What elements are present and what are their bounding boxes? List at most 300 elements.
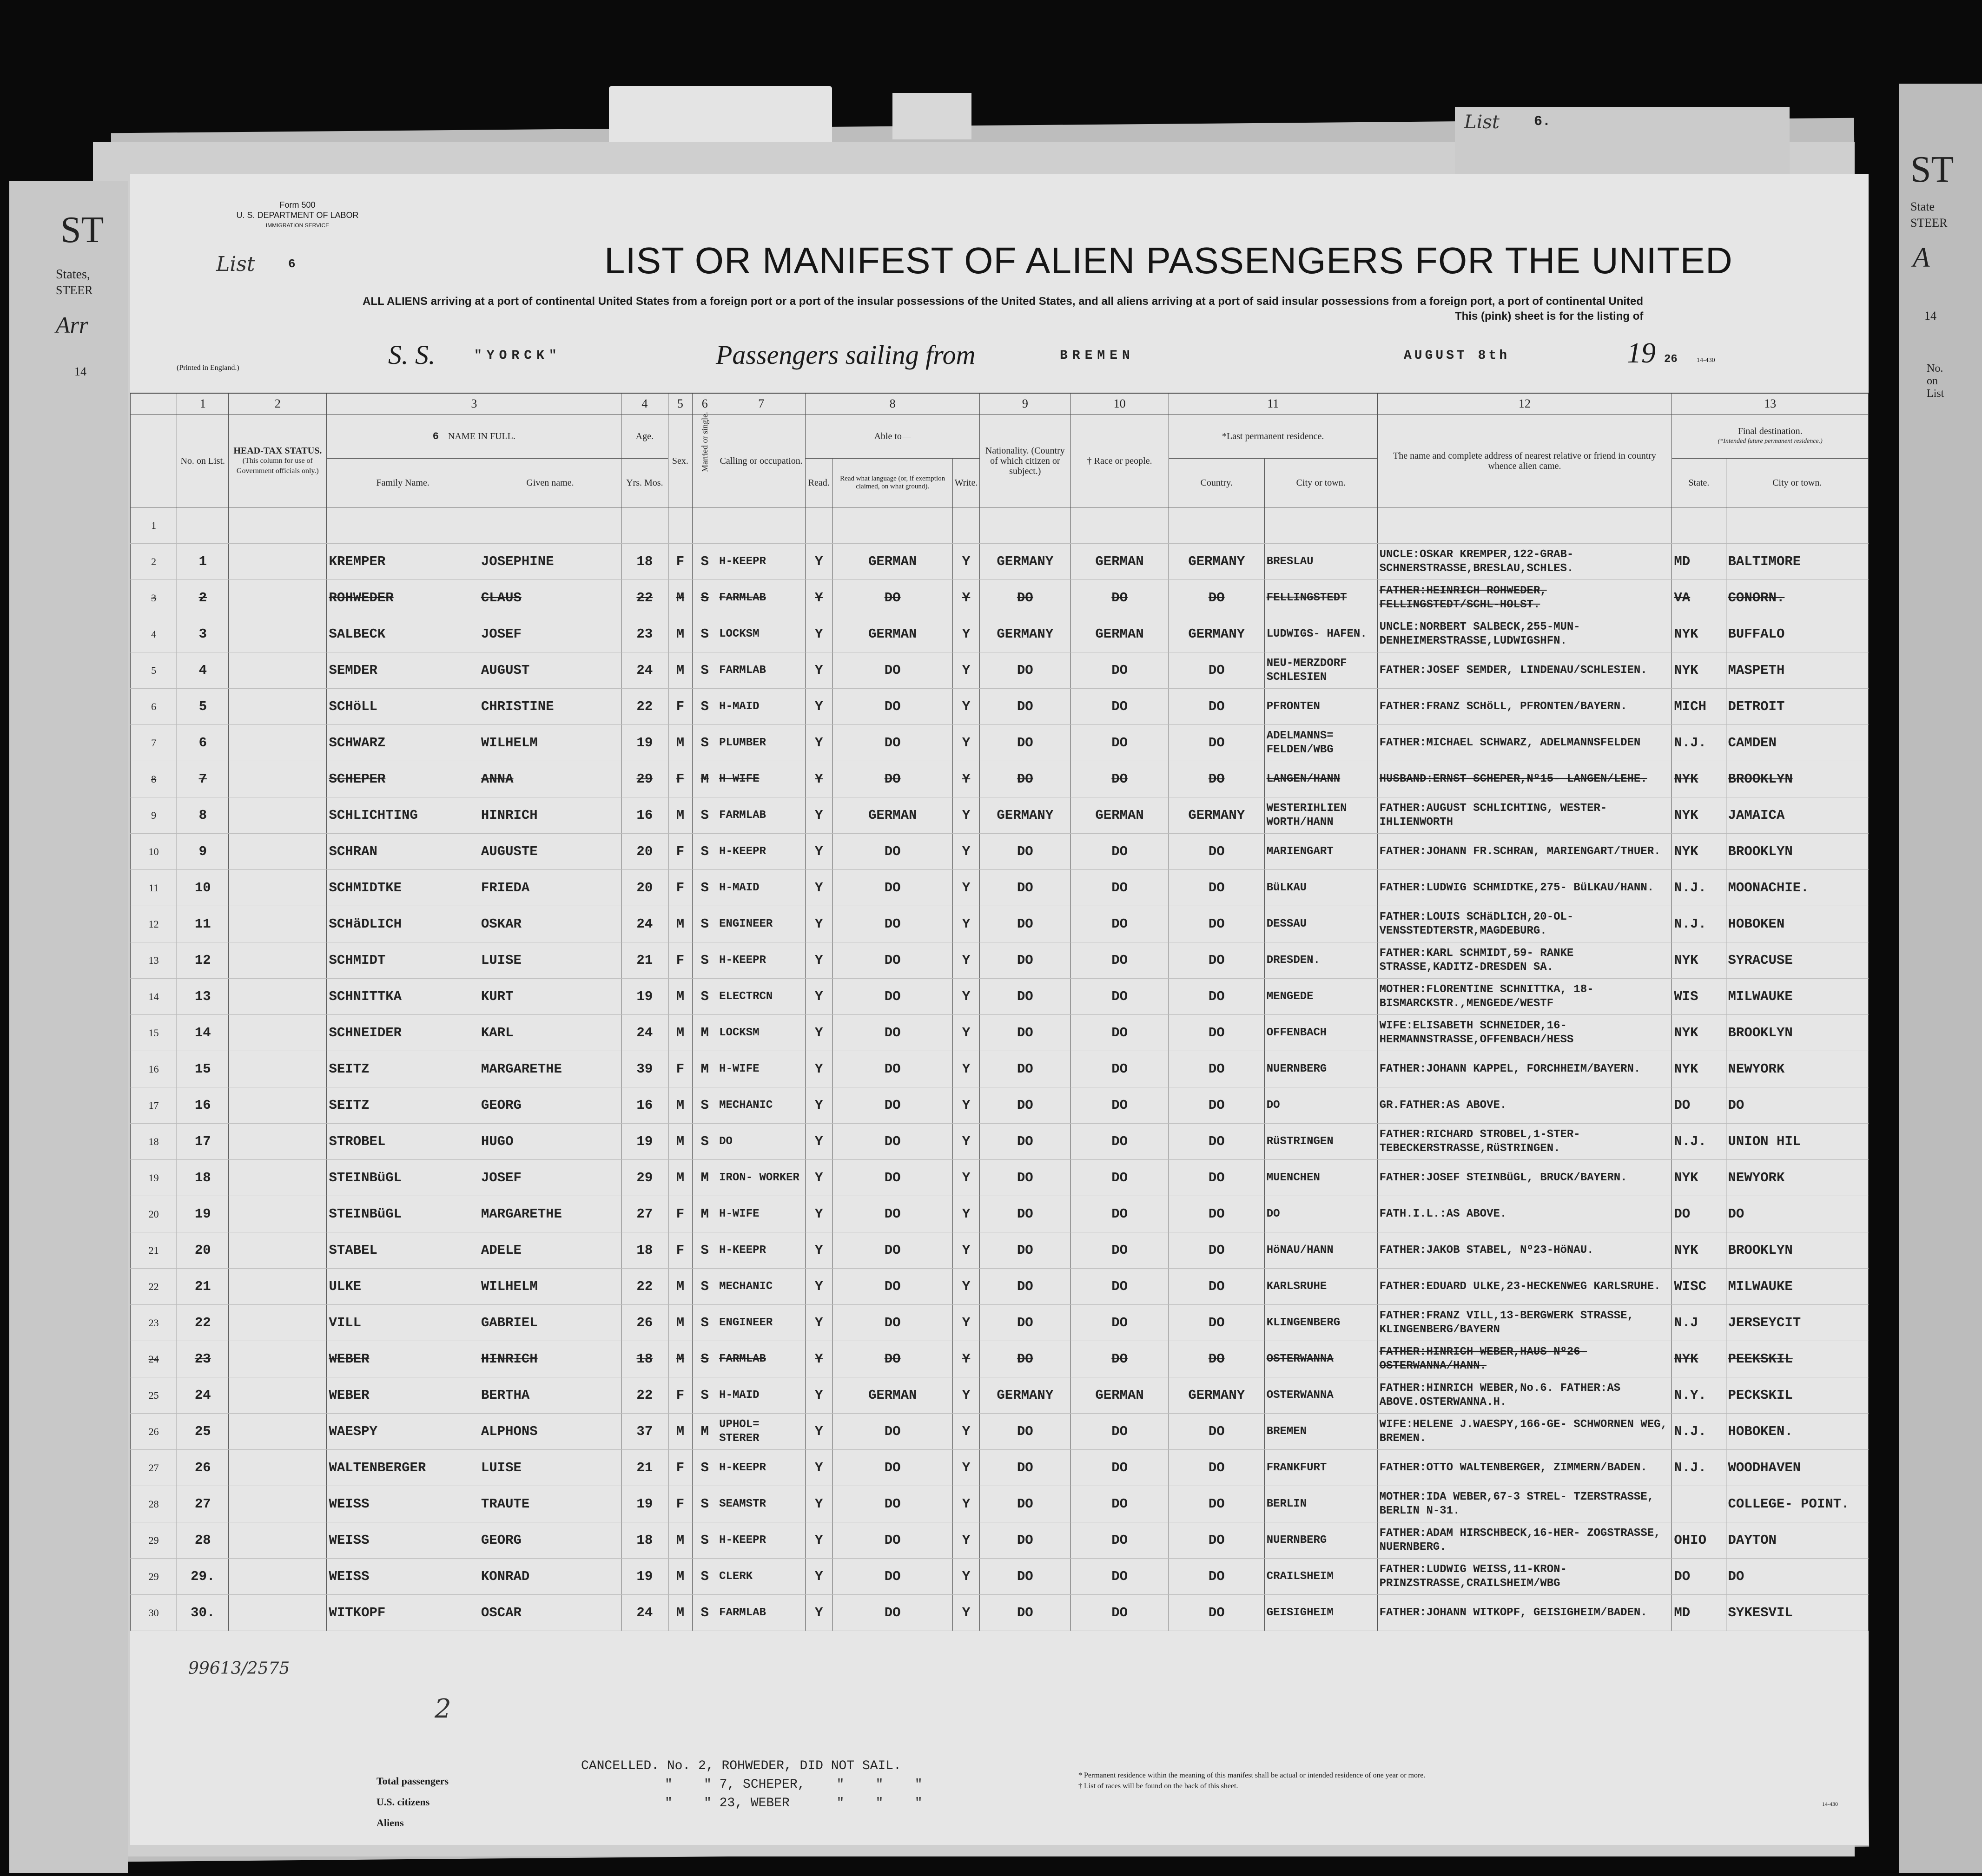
nationality-cell: DO	[980, 1015, 1070, 1051]
language-cell: DO	[832, 942, 953, 979]
destination-cell: NEWYORK	[1726, 1160, 1868, 1196]
city-cell: RüSTRINGEN	[1264, 1124, 1377, 1160]
language-cell: DO	[832, 1051, 953, 1087]
marital-cell: S	[693, 725, 717, 761]
given-name-cell: HUGO	[479, 1124, 621, 1160]
right-steer-label: STEER	[1910, 216, 1948, 230]
relative-cell: GR.FATHER:AS ABOVE.	[1377, 1087, 1672, 1124]
city-cell: LANGEN/HANN	[1264, 761, 1377, 797]
read-cell: Y	[806, 1232, 832, 1269]
marital-cell: S	[693, 797, 717, 834]
city-cell: PFRONTEN	[1264, 689, 1377, 725]
age-cell: 21	[621, 942, 668, 979]
given-name-cell	[479, 507, 621, 544]
list-number-cell: 5	[177, 689, 229, 725]
nationality-cell: DO	[980, 1087, 1070, 1124]
city-header: City or town.	[1264, 459, 1377, 507]
list-number-cell: 15	[177, 1051, 229, 1087]
language-cell: GERMAN	[832, 797, 953, 834]
table-row	[131, 1522, 1869, 1559]
family-name-cell: STROBEL	[327, 1124, 479, 1160]
age-cell: 22	[621, 580, 668, 616]
relative-cell: FATHER:AUGUST SCHLICHTING, WESTER-IHLIENWORTH	[1377, 797, 1672, 834]
row-index: 26	[131, 1414, 177, 1450]
age-cell: 19	[621, 979, 668, 1015]
destination-cell: MOONACHIE.	[1726, 870, 1868, 906]
relative-cell: FATHER:JOHANN KAPPEL, FORCHHEIM/BAYERN.	[1377, 1051, 1672, 1087]
given-name-cell: AUGUSTE	[479, 834, 621, 870]
language-cell: DO	[832, 906, 953, 942]
nationality-cell: DO	[980, 1160, 1070, 1196]
list-number-cell: 21	[177, 1269, 229, 1305]
state-cell: OHIO	[1672, 1522, 1726, 1559]
race-cell: DO	[1070, 942, 1169, 979]
race-cell: DO	[1070, 834, 1169, 870]
occupation-cell: H-MAID	[717, 870, 806, 906]
language-cell: DO	[832, 1522, 953, 1559]
language-cell	[832, 507, 953, 544]
row-index: 15	[131, 1015, 177, 1051]
country-cell: DO	[1169, 1486, 1264, 1522]
write-cell: Y	[953, 689, 980, 725]
write-cell: Y	[953, 1341, 980, 1377]
column-number: 13	[1672, 393, 1869, 415]
table-row	[131, 544, 1869, 580]
write-cell: Y	[953, 1559, 980, 1595]
list-number-cell: 22	[177, 1305, 229, 1341]
read-cell: Y	[806, 906, 832, 942]
right-list-label: No. on List	[1927, 362, 1944, 400]
race-cell: GERMAN	[1070, 797, 1169, 834]
left-num-label: 14	[74, 365, 86, 378]
given-name-header: Given name.	[479, 459, 621, 507]
family-name-cell: SEITZ	[327, 1051, 479, 1087]
sex-cell: M	[668, 1015, 693, 1051]
nationality-cell: DO	[980, 1124, 1070, 1160]
given-name-cell: CHRISTINE	[479, 689, 621, 725]
country-cell: DO	[1169, 1160, 1264, 1196]
age-cell: 29	[621, 761, 668, 797]
occupation-cell: FARMLAB	[717, 797, 806, 834]
read-cell: Y	[806, 870, 832, 906]
write-cell: Y	[953, 1595, 980, 1631]
sex-cell: F	[668, 1377, 693, 1414]
write-header: Write.	[953, 459, 980, 507]
marital-cell: M	[693, 1051, 717, 1087]
page-title: LIST OR MANIFEST OF ALIEN PASSENGERS FOR THE UNITED	[604, 240, 1733, 281]
state-cell: VA	[1672, 580, 1726, 616]
list-number-cell: 4	[177, 652, 229, 689]
state-cell: N.J.	[1672, 1124, 1726, 1160]
city-cell: MUENCHEN	[1264, 1160, 1377, 1196]
cancelled-note-2: " " 7, SCHEPER, " " "	[665, 1777, 923, 1792]
destination-cell: WOODHAVEN	[1726, 1450, 1868, 1486]
family-name-cell: SEITZ	[327, 1087, 479, 1124]
country-cell: DO	[1169, 1559, 1264, 1595]
city-cell: GEISIGHEIM	[1264, 1595, 1377, 1631]
sex-cell: M	[668, 1595, 693, 1631]
country-cell: DO	[1169, 1341, 1264, 1377]
relative-cell: FATHER:ADAM HIRSCHBECK,16-HER- ZOGSTRASSE, NUERNBERG.	[1377, 1522, 1672, 1559]
marital-cell: S	[693, 1124, 717, 1160]
read-cell: Y	[806, 834, 832, 870]
left-steer-label: STEER	[56, 283, 93, 297]
relative-header: The name and complete address of nearest relative or friend in country whence alien came.	[1377, 415, 1672, 507]
city-cell: FELLINGSTEDT	[1264, 580, 1377, 616]
calling-header: Calling or occupation.	[717, 415, 806, 507]
sex-cell: F	[668, 1450, 693, 1486]
head-tax-cell	[229, 616, 327, 652]
ship-name: "YORCK"	[474, 349, 562, 363]
language-cell: DO	[832, 870, 953, 906]
occupation-cell: H-KEEPR	[717, 1522, 806, 1559]
relative-cell: FATHER:HINRICH WEBER,No.6. FATHER:AS ABOVE.OSTERWANNA.H.	[1377, 1377, 1672, 1414]
row-index: 6	[131, 689, 177, 725]
country-cell: DO	[1169, 761, 1264, 797]
given-name-cell: KARL	[479, 1015, 621, 1051]
country-cell: DO	[1169, 1269, 1264, 1305]
read-cell: Y	[806, 942, 832, 979]
race-cell: DO	[1070, 1305, 1169, 1341]
language-cell: GERMAN	[832, 616, 953, 652]
state-cell: MD	[1672, 544, 1726, 580]
table-row	[131, 1015, 1869, 1051]
age-cell: 19	[621, 1124, 668, 1160]
list-number-cell: 3	[177, 616, 229, 652]
relative-cell: FATHER:JOHANN WITKOPF, GEISIGHEIM/BADEN.	[1377, 1595, 1672, 1631]
age-cell	[621, 507, 668, 544]
row-index: 14	[131, 979, 177, 1015]
relative-cell: MOTHER:IDA WEBER,67-3 STREL- TZERSTRASSE, BERLIN N-31.	[1377, 1486, 1672, 1522]
destination-cell: NEWYORK	[1726, 1051, 1868, 1087]
country-cell: GERMANY	[1169, 1377, 1264, 1414]
read-cell: Y	[806, 1160, 832, 1196]
nationality-cell: DO	[980, 1305, 1070, 1341]
department-name: U. S. DEPARTMENT OF LABOR	[236, 211, 359, 220]
read-cell: Y	[806, 616, 832, 652]
us-citizens-label: U.S. citizens	[377, 1796, 430, 1808]
row-index: 12	[131, 906, 177, 942]
marital-cell: S	[693, 1269, 717, 1305]
language-cell: GERMAN	[832, 544, 953, 580]
family-name-cell: SCHLICHTING	[327, 797, 479, 834]
language-cell: DO	[832, 1269, 953, 1305]
language-cell: DO	[832, 834, 953, 870]
city-cell: BREMEN	[1264, 1414, 1377, 1450]
nationality-cell: DO	[980, 1522, 1070, 1559]
write-cell: Y	[953, 870, 980, 906]
state-cell: N.J.	[1672, 725, 1726, 761]
city-cell: BüLKAU	[1264, 870, 1377, 906]
head-tax-cell	[229, 652, 327, 689]
family-name-cell: WEISS	[327, 1522, 479, 1559]
family-name-cell: ROHWEDER	[327, 580, 479, 616]
state-cell: DO	[1672, 1087, 1726, 1124]
race-cell: DO	[1070, 689, 1169, 725]
occupation-cell: FARMLAB	[717, 580, 806, 616]
race-cell: DO	[1070, 580, 1169, 616]
sex-cell: F	[668, 761, 693, 797]
write-cell: Y	[953, 1160, 980, 1196]
occupation-cell: H-KEEPR	[717, 1232, 806, 1269]
marital-cell: S	[693, 1522, 717, 1559]
destination-cell: SYRACUSE	[1726, 942, 1868, 979]
country-cell: DO	[1169, 906, 1264, 942]
read-cell: Y	[806, 544, 832, 580]
language-cell: DO	[832, 1305, 953, 1341]
country-cell: DO	[1169, 1015, 1264, 1051]
list-number-cell: 27	[177, 1486, 229, 1522]
given-name-cell: JOSEPHINE	[479, 544, 621, 580]
row-index: 21	[131, 1232, 177, 1269]
marital-cell: S	[693, 1559, 717, 1595]
destination-cell: DO	[1726, 1196, 1868, 1232]
language-cell: DO	[832, 1341, 953, 1377]
race-cell: DO	[1070, 1595, 1169, 1631]
given-name-cell: OSCAR	[479, 1595, 621, 1631]
family-name-cell: SALBECK	[327, 616, 479, 652]
state-cell: NYK	[1672, 616, 1726, 652]
right-a-label: A	[1913, 242, 1930, 273]
row-index: 2	[131, 544, 177, 580]
write-cell: Y	[953, 725, 980, 761]
occupation-cell: H-MAID	[717, 689, 806, 725]
destination-cell: PEEKSKIL	[1726, 1341, 1868, 1377]
country-cell: DO	[1169, 1232, 1264, 1269]
row-index: 18	[131, 1124, 177, 1160]
marital-cell	[693, 507, 717, 544]
language-cell: DO	[832, 1486, 953, 1522]
nationality-cell: DO	[980, 580, 1070, 616]
language-cell: DO	[832, 725, 953, 761]
family-name-cell: SEMDER	[327, 652, 479, 689]
age-cell: 18	[621, 1232, 668, 1269]
city-cell: DESSAU	[1264, 906, 1377, 942]
city-cell: NEU-MERZDORF SCHLESIEN	[1264, 652, 1377, 689]
country-cell: DO	[1169, 1124, 1264, 1160]
head-tax-cell	[229, 1450, 327, 1486]
language-cell: DO	[832, 1124, 953, 1160]
name-in-full-title: NAME IN FULL.	[448, 431, 515, 441]
list-number-cell: 28	[177, 1522, 229, 1559]
column-number: 3	[327, 393, 621, 415]
city-cell: KLINGENBERG	[1264, 1305, 1377, 1341]
language-cell: DO	[832, 689, 953, 725]
relative-cell: FATHER:OTTO WALTENBERGER, ZIMMERN/BADEN.	[1377, 1450, 1672, 1486]
destination-cell: JAMAICA	[1726, 797, 1868, 834]
age-cell: 18	[621, 1341, 668, 1377]
occupation-cell: FARMLAB	[717, 1341, 806, 1377]
state-cell: NYK	[1672, 1051, 1726, 1087]
city-cell: BERLIN	[1264, 1486, 1377, 1522]
head-tax-cell	[229, 797, 327, 834]
year-suffix: 26	[1664, 353, 1678, 366]
marital-cell: S	[693, 652, 717, 689]
age-cell: 24	[621, 906, 668, 942]
marital-cell: S	[693, 942, 717, 979]
table-row	[131, 580, 1869, 616]
race-cell: DO	[1070, 1341, 1169, 1377]
country-cell: DO	[1169, 689, 1264, 725]
marital-cell: S	[693, 689, 717, 725]
relative-cell: FATHER:KARL SCHMIDT,59- RANKE STRASSE,KADITZ-DRESDEN SA.	[1377, 942, 1672, 979]
table-row	[131, 1341, 1869, 1377]
departure-port: BREMEN	[1060, 349, 1135, 363]
family-name-cell: SCHNITTKA	[327, 979, 479, 1015]
table-row	[131, 1559, 1869, 1595]
column-number: 10	[1070, 393, 1169, 415]
age-cell: 20	[621, 834, 668, 870]
city-cell: ADELMANNS= FELDEN/WBG	[1264, 725, 1377, 761]
departure-date: AUGUST 8th	[1404, 349, 1510, 363]
family-name-cell: SCHäDLICH	[327, 906, 479, 942]
read-cell: Y	[806, 580, 832, 616]
head-tax-cell	[229, 1341, 327, 1377]
marital-cell: M	[693, 1160, 717, 1196]
nationality-cell: GERMANY	[980, 1377, 1070, 1414]
list-number-cell: 14	[177, 1015, 229, 1051]
state-cell: MICH	[1672, 689, 1726, 725]
occupation-cell: H-KEEPR	[717, 942, 806, 979]
age-cell: 19	[621, 1486, 668, 1522]
relative-cell: FATHER:RICHARD STROBEL,1-STER- TEBECKERSTRASSE,RüSTRINGEN.	[1377, 1124, 1672, 1160]
city-cell: OSTERWANNA	[1264, 1341, 1377, 1377]
marital-cell: S	[693, 1486, 717, 1522]
back-sheet-tab	[1455, 107, 1790, 177]
relative-cell: FATHER:JOSEF STEINBüGL, BRUCK/BAYERN.	[1377, 1160, 1672, 1196]
occupation-cell: PLUMBER	[717, 725, 806, 761]
table-row	[131, 870, 1869, 906]
row-index: 28	[131, 1486, 177, 1522]
sex-cell: M	[668, 906, 693, 942]
language-cell: DO	[832, 1559, 953, 1595]
occupation-cell: H-KEEPR	[717, 1450, 806, 1486]
head-tax-cell	[229, 870, 327, 906]
sex-cell: F	[668, 834, 693, 870]
state-cell	[1672, 507, 1726, 544]
destination-cell: BALTIMORE	[1726, 544, 1868, 580]
row-index: 29	[131, 1522, 177, 1559]
language-cell: DO	[832, 1414, 953, 1450]
family-name-cell: WITKOPF	[327, 1595, 479, 1631]
marital-cell: M	[693, 761, 717, 797]
table-row	[131, 797, 1869, 834]
destination-cell: MILWAUKE	[1726, 979, 1868, 1015]
family-name-cell: KREMPER	[327, 544, 479, 580]
read-cell: Y	[806, 1341, 832, 1377]
write-cell: Y	[953, 544, 980, 580]
given-name-cell: ANNA	[479, 761, 621, 797]
state-cell: NYK	[1672, 1160, 1726, 1196]
state-cell: NYK	[1672, 761, 1726, 797]
sex-cell: M	[668, 1087, 693, 1124]
language-cell: DO	[832, 1160, 953, 1196]
head-tax-title: HEAD-TAX STATUS.	[233, 445, 322, 456]
sex-cell: M	[668, 979, 693, 1015]
row-index: 17	[131, 1087, 177, 1124]
relative-cell: WIFE:HELENE J.WAESPY,166-GE- SCHWORNEN WEG, BREMEN.	[1377, 1414, 1672, 1450]
race-cell: GERMAN	[1070, 1377, 1169, 1414]
manifest-rows	[131, 507, 1869, 1631]
race-cell: DO	[1070, 1051, 1169, 1087]
occupation-cell: H-MAID	[717, 1377, 806, 1414]
given-name-cell: JOSEF	[479, 616, 621, 652]
race-cell: DO	[1070, 870, 1169, 906]
subtitle-text: ALL ALIENS arriving at a port of continental United States from a foreign port or a port of the insular possessions of the United States, and all aliens arriving at a port of said insular possessions from a foreign port, a port of continental United	[363, 295, 1644, 308]
state-cell: N.J	[1672, 1305, 1726, 1341]
head-tax-cell	[229, 1124, 327, 1160]
sex-cell: M	[668, 1160, 693, 1196]
nationality-cell: DO	[980, 1595, 1070, 1631]
country-cell: DO	[1169, 1051, 1264, 1087]
row-index: 1	[131, 507, 177, 544]
occupation-cell: LOCKSM	[717, 1015, 806, 1051]
race-cell: DO	[1070, 906, 1169, 942]
column-number: 9	[980, 393, 1070, 415]
row-index: 22	[131, 1269, 177, 1305]
sex-cell: M	[668, 797, 693, 834]
read-cell: Y	[806, 1450, 832, 1486]
waltenberger-annotation: 2	[435, 1694, 451, 1724]
race-cell	[1070, 507, 1169, 544]
race-cell: DO	[1070, 1087, 1169, 1124]
head-tax-cell	[229, 1559, 327, 1595]
occupation-cell: ENGINEER	[717, 906, 806, 942]
write-cell: Y	[953, 797, 980, 834]
write-cell: Y	[953, 761, 980, 797]
given-name-cell: GEORG	[479, 1522, 621, 1559]
row-index: 30	[131, 1595, 177, 1631]
row-index: 25	[131, 1377, 177, 1414]
list-number-cell: 30.	[177, 1595, 229, 1631]
language-cell: DO	[832, 1450, 953, 1486]
age-cell: 16	[621, 1087, 668, 1124]
given-name-cell: KONRAD	[479, 1559, 621, 1595]
year-prefix: 19	[1627, 337, 1656, 369]
column-number: 8	[806, 393, 980, 415]
given-name-cell: ALPHONS	[479, 1414, 621, 1450]
family-name-cell: STEINBüGL	[327, 1196, 479, 1232]
right-num-label: 14	[1924, 309, 1936, 323]
head-tax-cell	[229, 1595, 327, 1631]
sex-cell: F	[668, 1232, 693, 1269]
row-index: 7	[131, 725, 177, 761]
state-cell: DO	[1672, 1559, 1726, 1595]
occupation-cell: DO	[717, 1124, 806, 1160]
list-number-cell: 1	[177, 544, 229, 580]
occupation-cell: ENGINEER	[717, 1305, 806, 1341]
marital-cell: S	[693, 979, 717, 1015]
printed-note: (Printed in England.)	[177, 364, 239, 372]
given-name-cell: ADELE	[479, 1232, 621, 1269]
column-number: 2	[229, 393, 327, 415]
marital-cell: S	[693, 1450, 717, 1486]
given-name-cell: HINRICH	[479, 1341, 621, 1377]
relative-cell: FATHER:LUDWIG SCHMIDTKE,275- BüLKAU/HANN.	[1377, 870, 1672, 906]
write-cell: Y	[953, 1232, 980, 1269]
relative-cell: FATHER:FRANZ SCHöLL, PFRONTEN/BAYERN.	[1377, 689, 1672, 725]
occupation-cell: H-KEEPR	[717, 544, 806, 580]
able-to-header: Able to—	[806, 415, 980, 459]
state-cell: N.J.	[1672, 1414, 1726, 1450]
yrs-mos-header: Yrs. Mos.	[621, 459, 668, 507]
table-row	[131, 725, 1869, 761]
city-cell: LUDWIGS- HAFEN.	[1264, 616, 1377, 652]
write-cell: Y	[953, 1305, 980, 1341]
list-number-cell: 2	[177, 580, 229, 616]
age-cell: 18	[621, 544, 668, 580]
sex-cell: F	[668, 870, 693, 906]
